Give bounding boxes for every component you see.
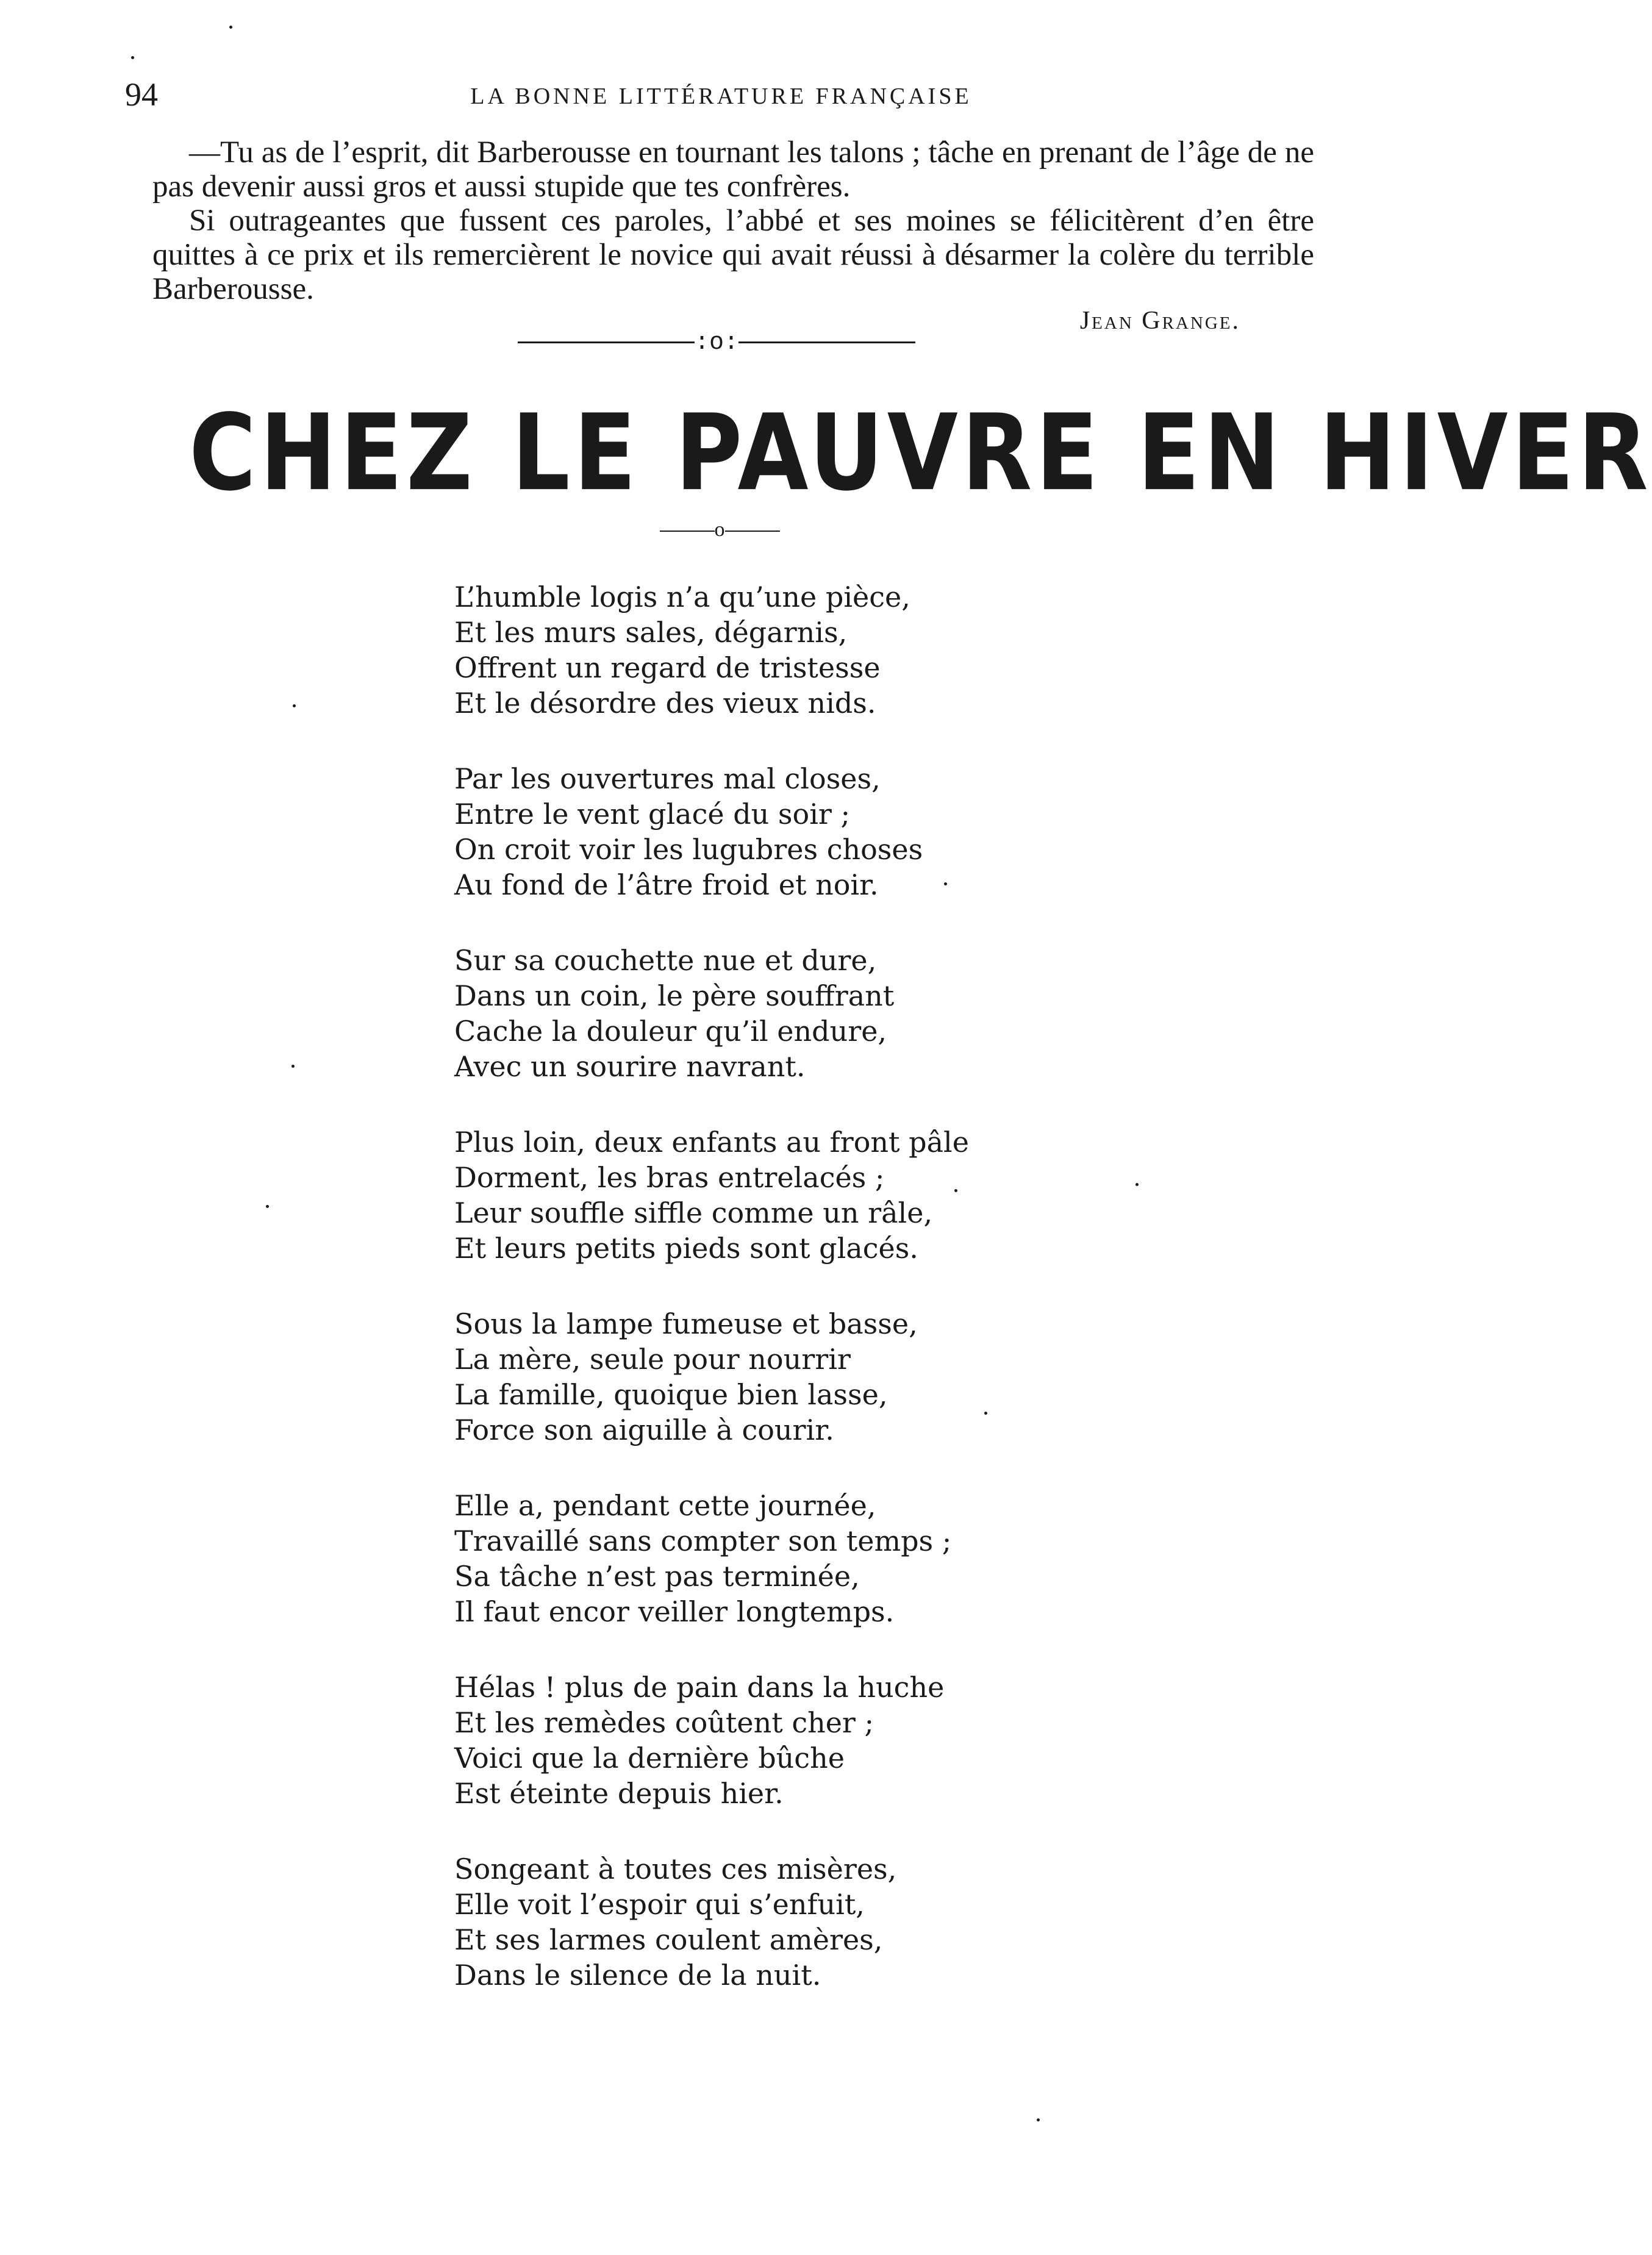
verse-line: Par les ouvertures mal closes, bbox=[454, 762, 881, 795]
verse-line: L’humble logis n’a qu’une pièce, bbox=[454, 581, 910, 613]
page-number: 94 bbox=[125, 76, 158, 113]
stanza bbox=[454, 1488, 1186, 1629]
print-speck bbox=[944, 882, 947, 885]
verse-line: Dans le silence de la nuit. bbox=[454, 1959, 821, 1992]
section-separator bbox=[512, 329, 921, 357]
verse-line: Il faut encor veiller longtemps. bbox=[454, 1595, 895, 1628]
verse-line: Force son aiguille à courir. bbox=[454, 1413, 834, 1446]
title-ornament-rule-right bbox=[725, 531, 780, 532]
author-signature: Jean Grange. bbox=[1079, 307, 1240, 335]
separator-rule-right bbox=[738, 341, 915, 343]
verse-line: Sa tâche n’est pas terminée, bbox=[454, 1560, 860, 1593]
poem-title: CHEZ LE PAUVRE EN HIVER bbox=[189, 392, 1652, 515]
verse-line: Et les remèdes coûtent cher ; bbox=[454, 1706, 874, 1739]
verse-line: Offrent un regard de tristesse bbox=[454, 651, 881, 684]
verse-line: La famille, quoique bien lasse, bbox=[454, 1378, 888, 1411]
title-ornament-rule-left bbox=[660, 531, 715, 532]
stanza bbox=[454, 1851, 1186, 1993]
verse-line: Et les murs sales, dégarnis, bbox=[454, 616, 848, 649]
verse-line: Est éteinte depuis hier. bbox=[454, 1777, 784, 1810]
verse-line: Au fond de l’âtre froid et noir. bbox=[454, 868, 879, 901]
verse-line: Et leurs petits pieds sont glacés. bbox=[454, 1232, 918, 1265]
verse-line: Elle voit l’espoir qui s’enfuit, bbox=[454, 1888, 865, 1921]
print-speck bbox=[1135, 1183, 1139, 1186]
verse-line: Sur sa couchette nue et dure, bbox=[454, 944, 877, 977]
verse-line: On croit voir les lugubres choses bbox=[454, 833, 923, 866]
verse-line: Dans un coin, le père souffrant bbox=[454, 979, 895, 1012]
print-speck bbox=[266, 1205, 269, 1208]
page-header bbox=[125, 76, 1317, 118]
verse-line: Et ses larmes coulent amères, bbox=[454, 1923, 883, 1956]
verse-line: Dorment, les bras entrelacés ; bbox=[454, 1161, 885, 1194]
print-speck bbox=[293, 704, 296, 707]
print-speck bbox=[131, 56, 134, 59]
print-speck bbox=[954, 1189, 957, 1192]
verse-line: La mère, seule pour nourrir bbox=[454, 1343, 851, 1376]
verse-line: Songeant à toutes ces misères, bbox=[454, 1853, 897, 1885]
stanza bbox=[454, 1124, 1186, 1266]
verse-line: Cache la douleur qu’il endure, bbox=[454, 1015, 887, 1048]
stanza bbox=[454, 1670, 1186, 1811]
verse-line: Hélas ! plus de pain dans la huche bbox=[454, 1671, 945, 1704]
prose-paragraph: —Tu as de l’esprit, dit Barberousse en tournant les talons ; tâche en prenant de l’âge de ne pas devenir aussi gros et aussi stupide que tes confrères. bbox=[152, 135, 1314, 204]
verse-line: Sous la lampe fumeuse et basse, bbox=[454, 1307, 918, 1340]
running-title: LA BONNE LITTÉRATURE FRANÇAISE bbox=[470, 84, 972, 109]
verse-line: Travaillé sans compter son temps ; bbox=[454, 1524, 952, 1557]
stanza bbox=[454, 1306, 1186, 1448]
print-speck bbox=[291, 1065, 295, 1068]
verse-line: Plus loin, deux enfants au front pâle bbox=[454, 1126, 969, 1159]
verse-line: Leur souffle siffle comme un râle, bbox=[454, 1196, 933, 1229]
separator-mark: :o: bbox=[694, 329, 738, 357]
title-ornament bbox=[646, 518, 793, 541]
poem-body bbox=[454, 579, 1186, 2033]
stanza bbox=[454, 579, 1186, 721]
print-speck bbox=[984, 1412, 987, 1415]
prose-paragraph: Si outrageantes que fussent ces paroles, l’abbé et ses moines se félicitèrent d’en être quittes à ce prix et ils remercièrent le novice qui avait réussi à désarmer la colère du terrible Barberousse. bbox=[152, 204, 1314, 306]
verse-line: Entre le vent glacé du soir ; bbox=[454, 798, 851, 831]
verse-line: Elle a, pendant cette journée, bbox=[454, 1489, 876, 1522]
verse-line: Avec un sourire navrant. bbox=[454, 1050, 806, 1083]
verse-line: Et le désordre des vieux nids. bbox=[454, 687, 876, 720]
stanza bbox=[454, 943, 1186, 1084]
print-speck bbox=[1037, 2118, 1040, 2121]
verse-line: Voici que la dernière bûche bbox=[454, 1742, 845, 1774]
separator-rule-left bbox=[518, 341, 695, 343]
title-ornament-mark: o bbox=[714, 518, 725, 541]
stanza bbox=[454, 761, 1186, 902]
prose-section bbox=[152, 135, 1314, 306]
print-speck bbox=[229, 26, 232, 29]
